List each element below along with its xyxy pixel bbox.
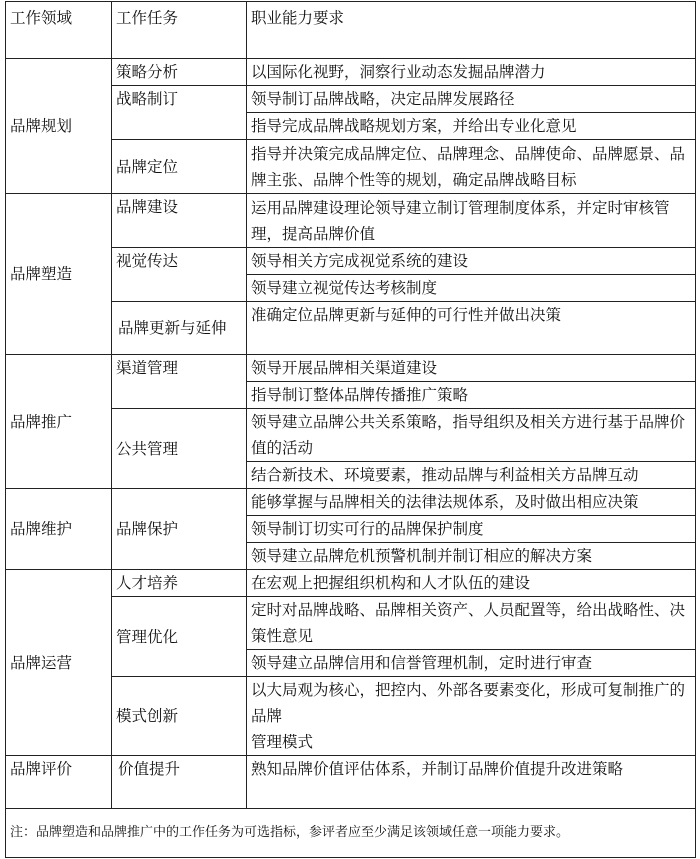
table-row xyxy=(6,194,696,248)
requirement-cell: 领导建立品牌公共关系策略，指导组织及相关方进行基于品牌价值的活动 xyxy=(247,409,696,462)
requirement-cell: 准确定位品牌更新与延伸的可行性并做出决策 xyxy=(247,302,696,355)
requirement-cell: 指导并决策完成品牌定位、品牌理念、品牌使命、品牌愿景、品牌主张、品牌个性等的规划，确定品牌战略目标 xyxy=(247,140,696,194)
table-row xyxy=(6,570,696,597)
task-cell: 品牌建设 xyxy=(112,194,247,248)
task-cell: 战略制订 xyxy=(112,86,247,140)
requirement-cell: 以国际化视野，洞察行业动态发掘品牌潜力 xyxy=(247,59,696,86)
domain-cell: 品牌评价 xyxy=(6,756,112,809)
domain-cell: 品牌塑造 xyxy=(6,194,112,355)
task-cell: 模式创新 xyxy=(112,677,247,756)
task-cell: 策略分析 xyxy=(112,59,247,86)
requirement-cell: 领导建立品牌信用和信誉管理机制，定时进行审查 xyxy=(247,650,696,677)
header-domain: 工作领域 xyxy=(6,2,112,59)
document-page xyxy=(5,1,695,858)
requirement-cell: 结合新技术、环境要素，推动品牌与利益相关方品牌互动 xyxy=(247,462,696,489)
task-cell: 人才培养 xyxy=(112,570,247,597)
task-cell: 品牌定位 xyxy=(112,140,247,194)
task-cell: 视觉传达 xyxy=(112,248,247,302)
requirement-cell: 能够掌握与品牌相关的法律法规体系，及时做出相应决策 xyxy=(247,489,696,516)
requirement-cell: 领导制订切实可行的品牌保护制度 xyxy=(247,516,696,543)
requirement-cell: 指导制订整体品牌传播推广策略 xyxy=(247,382,696,409)
requirement-cell: 领导建立品牌危机预警机制并制订相应的解决方案 xyxy=(247,543,696,570)
requirement-cell: 领导建立视觉传达考核制度 xyxy=(247,275,696,302)
task-cell: 管理优化 xyxy=(112,597,247,677)
table-footnote: 注：品牌塑造和品牌推广中的工作任务为可选指标，参评者应至少满足该领域任意一项能力要求。 xyxy=(6,809,696,858)
header-requirement: 职业能力要求 xyxy=(247,2,696,59)
task-cell: 公共管理 xyxy=(112,409,247,489)
requirement-cell: 定时对品牌战略、品牌相关资产、人员配置等，给出战略性、决策性意见 xyxy=(247,597,696,650)
table-header-row xyxy=(6,2,696,59)
competency-table xyxy=(5,1,696,858)
requirement-cell: 指导完成品牌战略规划方案，并给出专业化意见 xyxy=(247,113,696,140)
requirement-cell: 在宏观上把握组织机构和人才队伍的建设 xyxy=(247,570,696,597)
task-cell: 价值提升 xyxy=(112,756,247,809)
table-row xyxy=(6,489,696,516)
requirement-cell: 领导制订品牌战略，决定品牌发展路径 xyxy=(247,86,696,113)
note-row xyxy=(6,809,696,858)
domain-cell: 品牌运营 xyxy=(6,570,112,756)
requirement-cell: 熟知品牌价值评估体系，并制订品牌价值提升改进策略 xyxy=(247,756,696,809)
requirement-cell: 领导开展品牌相关渠道建设 xyxy=(247,355,696,382)
table-row xyxy=(6,756,696,809)
task-cell: 渠道管理 xyxy=(112,355,247,409)
requirement-cell: 以大局观为核心，把控内、外部各要素变化，形成可复制推广的品牌 管理模式 xyxy=(247,677,696,756)
table-row xyxy=(6,59,696,86)
table-row xyxy=(6,355,696,382)
domain-cell: 品牌规划 xyxy=(6,59,112,194)
task-cell: 品牌更新与延伸 xyxy=(112,302,247,355)
domain-cell: 品牌维护 xyxy=(6,489,112,570)
requirement-cell: 领导相关方完成视觉系统的建设 xyxy=(247,248,696,275)
header-task: 工作任务 xyxy=(112,2,247,59)
task-cell: 品牌保护 xyxy=(112,489,247,570)
requirement-cell: 运用品牌建设理论领导建立制订管理制度体系，并定时审核管理，提高品牌价值 xyxy=(247,194,696,248)
domain-cell: 品牌推广 xyxy=(6,355,112,489)
